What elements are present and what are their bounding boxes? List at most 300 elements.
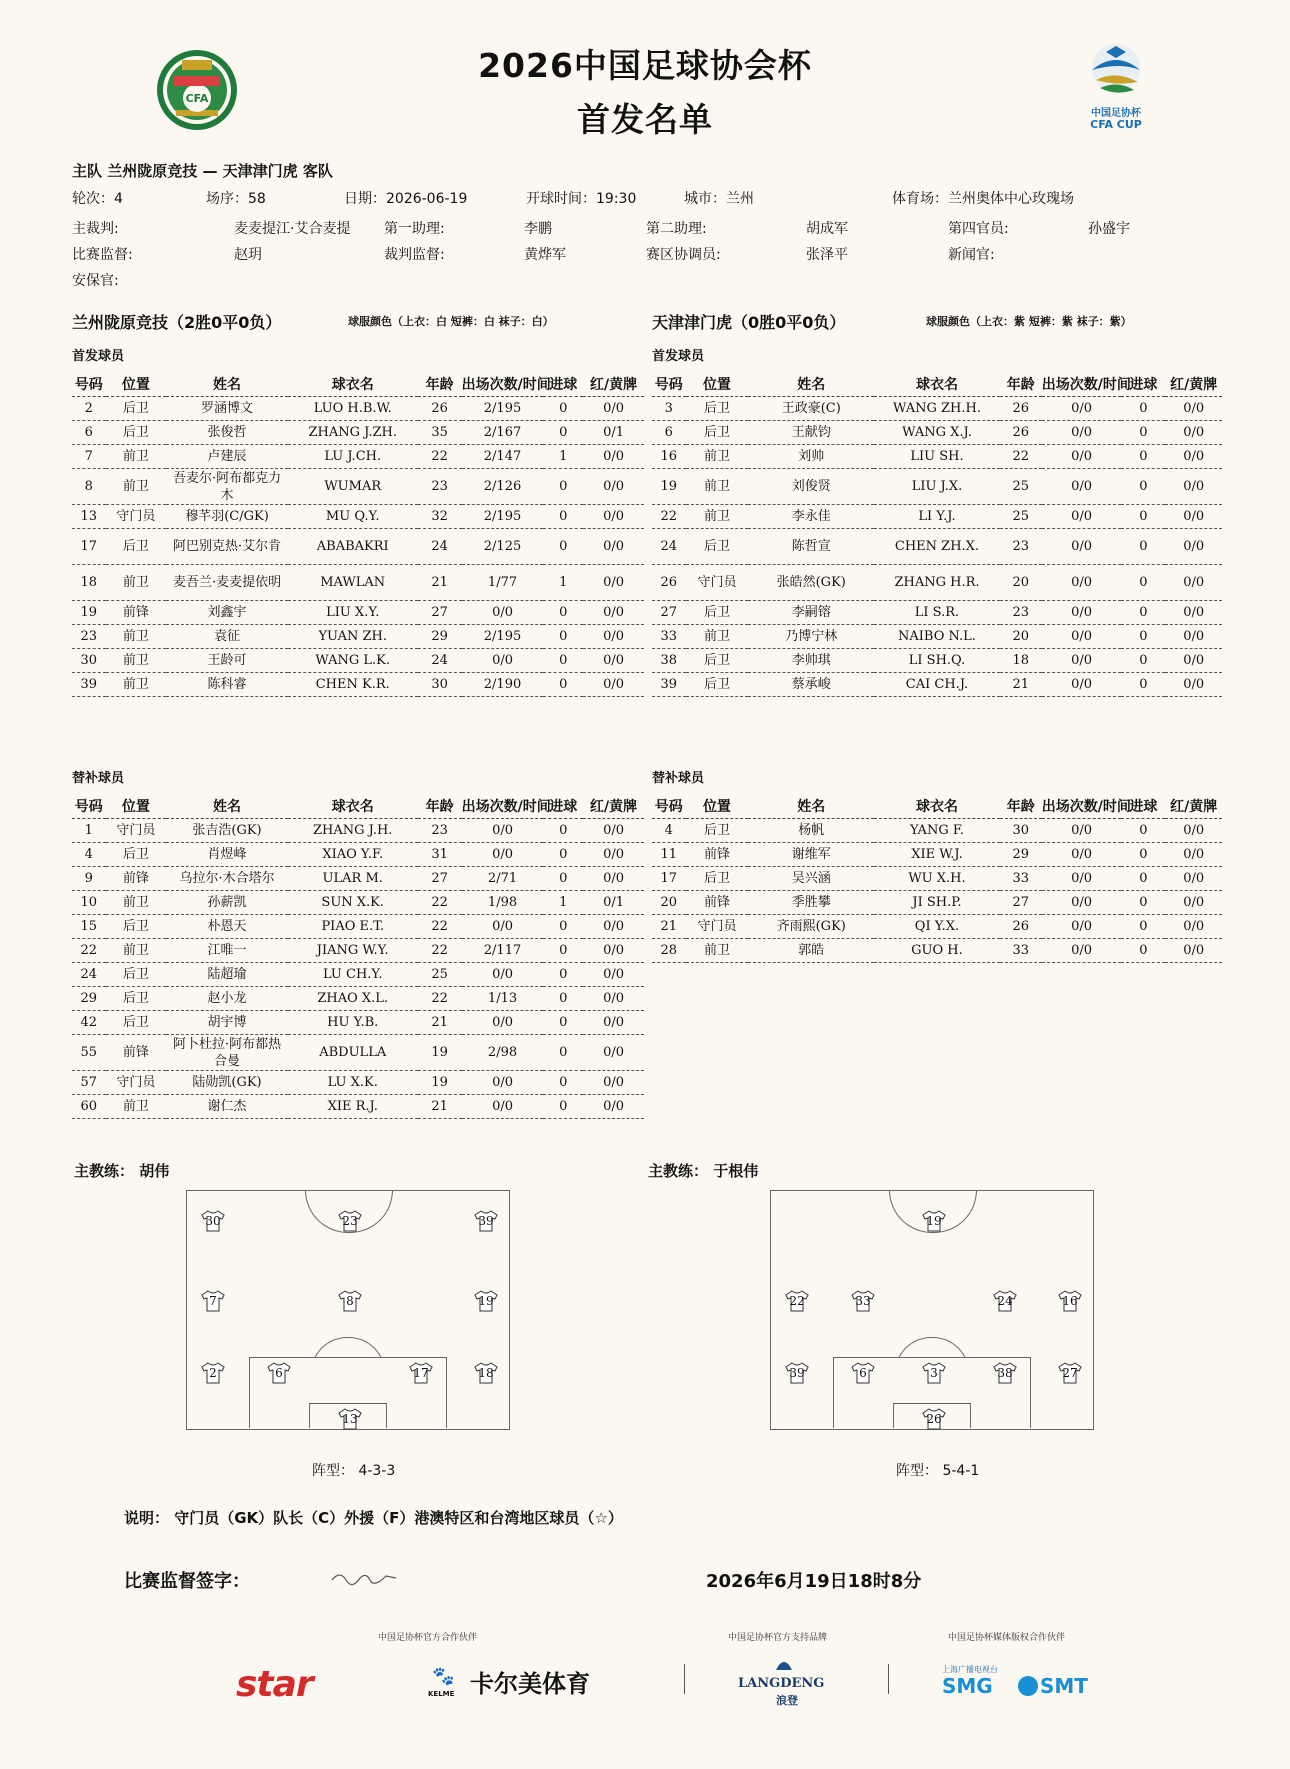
- table-cell: 0: [1121, 891, 1165, 915]
- cfa-cup-logo: [1080, 40, 1152, 132]
- table-cell: 后卫: [686, 819, 749, 843]
- cup-logo-cn: 中国足协杯: [1091, 108, 1141, 119]
- shirt-number: 38: [997, 1366, 1013, 1380]
- column-header: 出场次数/时间: [462, 372, 544, 397]
- table-cell: 24: [652, 529, 686, 565]
- commissioner-label: 比赛监督:: [72, 247, 133, 263]
- venue: 体育场：兰州奥体中心玫瑰场: [892, 191, 1074, 207]
- player-shirt-icon: [850, 1362, 876, 1384]
- player-shirt-icon: [473, 1362, 499, 1384]
- match-date: 日期：2026-06-19: [344, 191, 468, 207]
- table-cell: 0/0: [1165, 867, 1222, 891]
- table-cell: 后卫: [106, 1011, 167, 1035]
- table-cell: 0/0: [1165, 601, 1222, 625]
- table-row: [72, 529, 644, 565]
- table-cell: 0/0: [583, 505, 644, 529]
- table-cell: 2/195: [462, 505, 544, 529]
- table-cell: 乌拉尔·木合塔尔: [166, 867, 288, 891]
- player-shirt-icon: [473, 1210, 499, 1232]
- page-title: 2026中国足球协会杯: [478, 46, 812, 85]
- shirt-number: 30: [205, 1214, 221, 1228]
- table-cell: 陈哲宣: [748, 529, 874, 565]
- officials-row-2: [72, 244, 1222, 268]
- table-cell: 0/0: [583, 867, 644, 891]
- column-header: 球衣名: [874, 372, 1000, 397]
- table-cell: 0/0: [583, 1095, 644, 1119]
- away-team-name: 天津津门虎（0胜0平0负）: [652, 313, 846, 332]
- table-cell: 22: [418, 939, 462, 963]
- table-cell: 阿巴别克热·艾尔肯: [166, 529, 288, 565]
- table-cell: 23: [72, 625, 106, 649]
- table-cell: 21: [418, 565, 462, 601]
- table-cell: 0/0: [462, 915, 544, 939]
- referee: 麦麦提江·艾合麦提: [234, 221, 351, 237]
- player-shirt-icon: [992, 1290, 1018, 1312]
- table-cell: 0: [543, 1035, 583, 1071]
- table-cell: 27: [1000, 891, 1042, 915]
- table-cell: 0: [543, 1095, 583, 1119]
- table-cell: 0/1: [583, 421, 644, 445]
- column-header: 号码: [72, 372, 106, 397]
- table-cell: 江唯一: [166, 939, 288, 963]
- table-cell: 后卫: [686, 649, 749, 673]
- table-cell: 0/0: [1042, 469, 1122, 505]
- table-cell: 0/0: [462, 1095, 544, 1119]
- player-shirt-icon: [200, 1362, 226, 1384]
- table-cell: 前卫: [106, 565, 167, 601]
- table-cell: 42: [72, 1011, 106, 1035]
- kickoff: 开球时间：19:30: [526, 191, 637, 207]
- table-cell: 33: [1000, 939, 1042, 963]
- table-cell: 季胜攀: [748, 891, 874, 915]
- table-cell: 穆芊羽(C/GK): [166, 505, 288, 529]
- table-cell: 0/0: [583, 649, 644, 673]
- table-cell: 30: [72, 649, 106, 673]
- table-cell: 0: [1121, 421, 1165, 445]
- table-cell: 李嗣镕: [748, 601, 874, 625]
- table-cell: 0/0: [583, 565, 644, 601]
- table-cell: 23: [1000, 529, 1042, 565]
- commissioner: 赵玥: [234, 247, 262, 263]
- table-cell: 0/0: [1165, 445, 1222, 469]
- table-cell: 0: [1121, 529, 1165, 565]
- home-kit: 球服颜色（上衣：白 短裤：白 袜子：白）: [348, 315, 554, 328]
- fourth-label: 第四官员:: [948, 221, 1009, 237]
- langdeng-en: LANGDENG: [738, 1676, 825, 1691]
- table-cell: 0: [543, 1071, 583, 1095]
- table-row: [72, 649, 644, 673]
- table-cell: 0/0: [1042, 529, 1122, 565]
- shirt-number: 22: [789, 1294, 805, 1308]
- table-cell: 2/126: [462, 469, 544, 505]
- table-cell: ZHAO X.L.: [288, 987, 418, 1011]
- table-cell: 0: [1121, 915, 1165, 939]
- table-cell: 0/0: [583, 529, 644, 565]
- column-header: 年龄: [1000, 372, 1042, 397]
- security-label: 安保官:: [72, 273, 119, 289]
- column-header: 年龄: [1000, 794, 1042, 819]
- shirt-number: 33: [855, 1294, 871, 1308]
- table-cell: 0/0: [462, 819, 544, 843]
- table-cell: LI S.R.: [874, 601, 1000, 625]
- table-cell: MU Q.Y.: [288, 505, 418, 529]
- table-cell: JI SH.P.: [874, 891, 1000, 915]
- table-row: [652, 529, 1222, 565]
- shirt-number: 13: [342, 1412, 358, 1426]
- table-cell: 20: [652, 891, 686, 915]
- table-cell: 1: [543, 891, 583, 915]
- table-cell: WANG L.K.: [288, 649, 418, 673]
- player-shirt-icon: [200, 1290, 226, 1312]
- table-cell: 0/0: [1042, 649, 1122, 673]
- table-cell: 0: [543, 469, 583, 505]
- table-cell: 胡宇博: [166, 1011, 288, 1035]
- table-cell: 25: [1000, 469, 1042, 505]
- table-cell: 21: [1000, 673, 1042, 697]
- table-cell: CAI CH.J.: [874, 673, 1000, 697]
- table-row: [72, 987, 644, 1011]
- table-cell: 吴兴涵: [748, 867, 874, 891]
- table-cell: XIAO Y.F.: [288, 843, 418, 867]
- table-cell: 26: [418, 397, 462, 421]
- table-cell: 前卫: [686, 505, 749, 529]
- table-cell: 13: [72, 505, 106, 529]
- table-cell: 32: [418, 505, 462, 529]
- cup-logo-en: CFA CUP: [1090, 118, 1142, 131]
- table-cell: 0: [543, 963, 583, 987]
- table-cell: 0/0: [1165, 505, 1222, 529]
- table-cell: 39: [652, 673, 686, 697]
- table-cell: 35: [418, 421, 462, 445]
- table-cell: 24: [418, 529, 462, 565]
- table-cell: HU Y.B.: [288, 1011, 418, 1035]
- officials-row-3: [72, 270, 1222, 294]
- table-cell: 0/0: [1165, 843, 1222, 867]
- table-row: [652, 843, 1222, 867]
- column-header: 姓名: [748, 372, 874, 397]
- table-cell: 守门员: [106, 819, 167, 843]
- table-cell: 19: [652, 469, 686, 505]
- table-cell: 0/0: [1165, 565, 1222, 601]
- table-cell: 吾麦尔·阿布都克力木: [166, 469, 288, 505]
- table-cell: 1: [543, 445, 583, 469]
- table-row: [72, 673, 644, 697]
- table-cell: 0/0: [1042, 915, 1122, 939]
- column-header: 年龄: [418, 794, 462, 819]
- table-row: [652, 601, 1222, 625]
- column-header: 出场次数/时间: [462, 794, 544, 819]
- table-row: [72, 939, 644, 963]
- table-cell: 前卫: [106, 445, 167, 469]
- table-cell: 前锋: [106, 1035, 167, 1071]
- table-cell: 2/167: [462, 421, 544, 445]
- table-cell: ZHANG H.R.: [874, 565, 1000, 601]
- table-cell: 0/0: [1165, 891, 1222, 915]
- shirt-number: 16: [1062, 1294, 1078, 1308]
- table-cell: 0: [1121, 673, 1165, 697]
- table-cell: LUO H.B.W.: [288, 397, 418, 421]
- table-row: [72, 397, 644, 421]
- table-cell: 0/0: [583, 819, 644, 843]
- table-cell: 0/0: [1042, 421, 1122, 445]
- table-row: [72, 843, 644, 867]
- table-cell: 28: [652, 939, 686, 963]
- table-cell: 0/0: [583, 1071, 644, 1095]
- shirt-number: 8: [346, 1294, 354, 1308]
- table-cell: 0: [543, 505, 583, 529]
- table-cell: 24: [72, 963, 106, 987]
- table-cell: WUMAR: [288, 469, 418, 505]
- table-cell: 18: [1000, 649, 1042, 673]
- column-header: 年龄: [418, 372, 462, 397]
- table-cell: 23: [1000, 601, 1042, 625]
- table-cell: 0/0: [462, 843, 544, 867]
- table-cell: 谢维军: [748, 843, 874, 867]
- table-row: [652, 397, 1222, 421]
- home-coach: 主教练： 胡伟: [74, 1162, 170, 1180]
- table-row: [72, 469, 644, 505]
- match-info-row: [72, 188, 1222, 212]
- column-header: 号码: [652, 794, 686, 819]
- table-cell: 25: [1000, 505, 1042, 529]
- cfa-logo-text: CFA: [185, 92, 209, 105]
- table-cell: 前锋: [686, 891, 749, 915]
- table-row: [72, 891, 644, 915]
- table-cell: 0/0: [583, 673, 644, 697]
- table-cell: 前锋: [686, 843, 749, 867]
- player-shirt-icon: [337, 1290, 363, 1312]
- column-header: 姓名: [748, 794, 874, 819]
- table-cell: 0/0: [583, 1011, 644, 1035]
- partner-caption-official: 中国足协杯官方合作伙伴: [378, 1633, 478, 1643]
- table-cell: 6: [72, 421, 106, 445]
- shirt-number: 6: [275, 1366, 283, 1380]
- shirt-number: 39: [789, 1366, 805, 1380]
- table-row: [72, 565, 644, 601]
- table-cell: WU X.H.: [874, 867, 1000, 891]
- partner-caption-media: 中国足协杯媒体版权合作伙伴: [948, 1633, 1066, 1643]
- table-cell: 守门员: [686, 915, 749, 939]
- table-cell: LI SH.Q.: [874, 649, 1000, 673]
- table-cell: YANG F.: [874, 819, 1000, 843]
- table-cell: 0/0: [1042, 601, 1122, 625]
- table-cell: 0/0: [583, 601, 644, 625]
- table-cell: 0: [543, 867, 583, 891]
- table-cell: PIAO E.T.: [288, 915, 418, 939]
- table-cell: 守门员: [686, 565, 749, 601]
- table-cell: 19: [418, 1071, 462, 1095]
- table-cell: 27: [652, 601, 686, 625]
- table-cell: 0/0: [1042, 445, 1122, 469]
- table-row: [72, 1071, 644, 1095]
- table-cell: 前卫: [106, 1095, 167, 1119]
- divider: [888, 1664, 889, 1694]
- table-cell: 22: [418, 915, 462, 939]
- table-cell: ABDULLA: [288, 1035, 418, 1071]
- table-cell: 朴恩天: [166, 915, 288, 939]
- table-cell: LIU J.X.: [874, 469, 1000, 505]
- table-cell: 2/195: [462, 397, 544, 421]
- away-starters-table: [652, 372, 1222, 697]
- home-subs-label: 替补球员: [72, 771, 125, 786]
- table-cell: 0: [543, 397, 583, 421]
- table-row: [652, 819, 1222, 843]
- city: 城市：兰州: [684, 191, 754, 207]
- signature-scribble: [330, 1566, 400, 1592]
- column-header: 号码: [72, 794, 106, 819]
- table-cell: 0: [1121, 565, 1165, 601]
- shirt-number: 19: [926, 1214, 942, 1228]
- smg-logo: SMG: [942, 1674, 993, 1698]
- shirt-number: 39: [478, 1214, 494, 1228]
- table-cell: CHEN ZH.X.: [874, 529, 1000, 565]
- table-cell: GUO H.: [874, 939, 1000, 963]
- table-cell: 29: [418, 625, 462, 649]
- table-cell: 1/77: [462, 565, 544, 601]
- table-row: [652, 915, 1222, 939]
- table-cell: 后卫: [106, 529, 167, 565]
- table-cell: 0/0: [1165, 397, 1222, 421]
- table-cell: 2/190: [462, 673, 544, 697]
- table-cell: 0: [543, 1011, 583, 1035]
- shirt-number: 17: [413, 1366, 429, 1380]
- away-coach: 主教练： 于根伟: [648, 1162, 759, 1180]
- table-cell: 30: [1000, 819, 1042, 843]
- table-cell: 0: [543, 625, 583, 649]
- table-row: [72, 1035, 644, 1071]
- table-cell: LU X.K.: [288, 1071, 418, 1095]
- table-cell: 蔡承峻: [748, 673, 874, 697]
- table-cell: 22: [1000, 445, 1042, 469]
- table-cell: 0/0: [583, 915, 644, 939]
- table-cell: 刘鑫宇: [166, 601, 288, 625]
- table-cell: 后卫: [686, 601, 749, 625]
- table-cell: 袁征: [166, 625, 288, 649]
- table-row: [652, 939, 1222, 963]
- smt-logo: SMT: [1040, 1674, 1088, 1698]
- table-cell: 0/0: [1165, 469, 1222, 505]
- table-cell: 31: [418, 843, 462, 867]
- table-cell: LIU X.Y.: [288, 601, 418, 625]
- legend-note: 说明： 守门员（GK）队长（C）外援（F）港澳特区和台湾地区球员（☆）: [124, 1509, 623, 1527]
- table-cell: 20: [1000, 625, 1042, 649]
- table-cell: ULAR M.: [288, 867, 418, 891]
- smg-small: 上海广播电视台: [942, 1665, 998, 1674]
- table-cell: WANG X.J.: [874, 421, 1000, 445]
- column-header: 姓名: [166, 372, 288, 397]
- table-cell: NAIBO N.L.: [874, 625, 1000, 649]
- table-cell: 后卫: [106, 963, 167, 987]
- away-formation: 阵型： 5-4-1: [896, 1463, 980, 1479]
- player-shirt-icon: [473, 1290, 499, 1312]
- table-cell: 谢仁杰: [166, 1095, 288, 1119]
- shirt-number: 6: [859, 1366, 867, 1380]
- table-cell: 卢建辰: [166, 445, 288, 469]
- table-row: [72, 601, 644, 625]
- shirt-number: 18: [478, 1366, 494, 1380]
- table-cell: 2: [72, 397, 106, 421]
- table-cell: 19: [418, 1035, 462, 1071]
- table-cell: 后卫: [686, 397, 749, 421]
- player-shirt-icon: [992, 1362, 1018, 1384]
- table-cell: 0: [1121, 505, 1165, 529]
- table-cell: 阿卜杜拉·阿布都热合曼: [166, 1035, 288, 1071]
- table-cell: 4: [652, 819, 686, 843]
- table-cell: 罗涵博文: [166, 397, 288, 421]
- table-cell: 1: [543, 565, 583, 601]
- table-cell: 0/0: [462, 1011, 544, 1035]
- officials-row-1: [72, 218, 1222, 242]
- table-cell: 0: [1121, 843, 1165, 867]
- table-cell: 0/0: [1165, 421, 1222, 445]
- table-row: [72, 963, 644, 987]
- table-cell: 1: [72, 819, 106, 843]
- table-cell: 0/0: [462, 963, 544, 987]
- table-cell: 17: [652, 867, 686, 891]
- table-cell: QI Y.X.: [874, 915, 1000, 939]
- column-header: 球衣名: [288, 794, 418, 819]
- table-cell: 张俊哲: [166, 421, 288, 445]
- shirt-number: 19: [478, 1294, 494, 1308]
- table-cell: 乃博宁林: [748, 625, 874, 649]
- table-cell: 39: [72, 673, 106, 697]
- table-cell: 0/0: [1042, 565, 1122, 601]
- round: 轮次：4: [72, 191, 123, 207]
- table-cell: 后卫: [106, 421, 167, 445]
- teams-line: 主队 兰州陇原竞技 — 天津津门虎 客队: [72, 162, 333, 180]
- player-shirt-icon: [200, 1210, 226, 1232]
- table-cell: 麦吾兰·麦麦提依明: [166, 565, 288, 601]
- table-cell: 17: [72, 529, 106, 565]
- table-cell: 0/0: [583, 469, 644, 505]
- table-cell: 王政豪(C): [748, 397, 874, 421]
- signing-datetime: 2026年6月19日18时8分: [706, 1571, 922, 1592]
- table-cell: 0: [1121, 469, 1165, 505]
- column-header: 进球: [543, 794, 583, 819]
- away-subs-table: [652, 794, 1222, 963]
- table-cell: 1/13: [462, 987, 544, 1011]
- table-cell: 0: [543, 649, 583, 673]
- table-cell: 0: [1121, 867, 1165, 891]
- table-cell: 前卫: [686, 625, 749, 649]
- referee-label: 主裁判:: [72, 221, 119, 237]
- table-cell: 0/0: [1165, 529, 1222, 565]
- table-cell: 16: [652, 445, 686, 469]
- table-cell: 0: [543, 915, 583, 939]
- table-cell: 刘俊贤: [748, 469, 874, 505]
- table-row: [72, 505, 644, 529]
- table-cell: 陆勋凯(GK): [166, 1071, 288, 1095]
- table-cell: 60: [72, 1095, 106, 1119]
- table-cell: 0: [543, 529, 583, 565]
- column-header: 球衣名: [288, 372, 418, 397]
- player-shirt-icon: [921, 1362, 947, 1384]
- table-cell: 后卫: [106, 987, 167, 1011]
- table-cell: 0/0: [462, 649, 544, 673]
- table-cell: CHEN K.R.: [288, 673, 418, 697]
- player-shirt-icon: [784, 1290, 810, 1312]
- shirt-number: 3: [930, 1366, 938, 1380]
- ref-assessor-label: 裁判监督:: [384, 247, 445, 263]
- home-team-name: 兰州陇原竞技（2胜0平0负）: [72, 313, 282, 332]
- column-header: 出场次数/时间: [1042, 794, 1122, 819]
- table-cell: 张皓然(GK): [748, 565, 874, 601]
- table-cell: 3: [652, 397, 686, 421]
- table-cell: JIANG W.Y.: [288, 939, 418, 963]
- away-subs-label: 替补球员: [652, 771, 705, 786]
- table-cell: 李永佳: [748, 505, 874, 529]
- table-cell: XIE R.J.: [288, 1095, 418, 1119]
